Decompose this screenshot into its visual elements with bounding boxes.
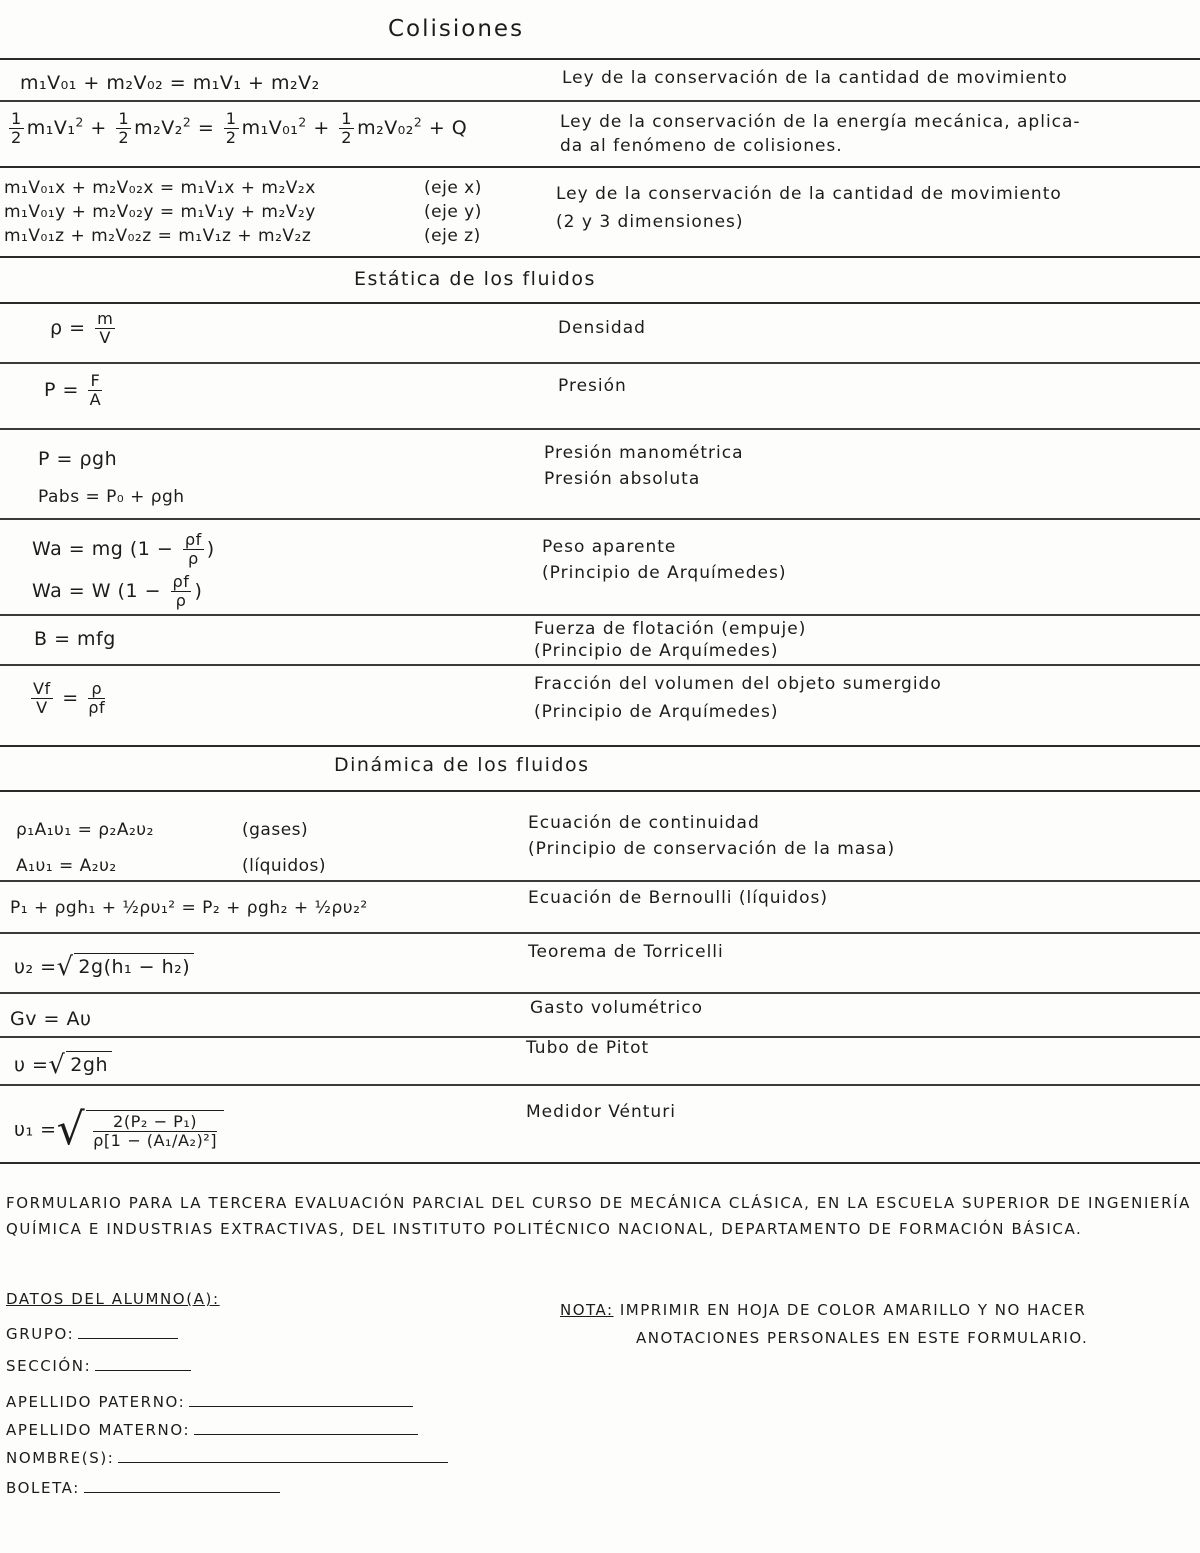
divider: [0, 1162, 1200, 1164]
numerator: ρf: [172, 572, 190, 592]
description-text: (Principio de Arquímedes): [534, 702, 779, 722]
bernoulli-description: Ecuación de Bernoulli (líquidos): [528, 888, 828, 908]
numerator: m: [97, 309, 114, 328]
continuity-equations: [16, 812, 327, 884]
print-note: [560, 1296, 1190, 1352]
equation-lhs: P =: [44, 378, 79, 401]
apellido-paterno-field[interactable]: [6, 1392, 413, 1411]
continuity-description: [528, 810, 895, 862]
energy-equation: $\frac{1}{2}$ m₁V₁$^2$ + $\frac{1}{2}$ m₂V₂$^2$ = $\frac{1}{2}$ m₁V₀₁$^2$ + $\frac{1}{2}$ m₂V₀₂$^2$ + Q: [11, 109, 468, 147]
equation-text: m₁V₀₁y + m₂V₀₂y = m₁V₁y + m₂V₂y: [4, 202, 316, 222]
section-heading: Dinámica de los fluidos: [334, 754, 590, 776]
boleta-blank[interactable]: [84, 1478, 280, 1493]
denominator: ρ[1 − (A₁/A₂)²]: [93, 1130, 218, 1150]
density-equation: [50, 310, 118, 347]
nombre-blank[interactable]: [118, 1448, 448, 1463]
pressure-description: Presión: [558, 376, 627, 396]
momentum-description: [562, 66, 1068, 90]
buoyancy-description: [534, 618, 806, 662]
divider: [0, 100, 1200, 102]
field-label: SECCIÓN:: [6, 1357, 92, 1375]
equals-sign: =: [62, 686, 79, 709]
fraction: [88, 372, 102, 409]
description-text: Ley de la conservación de la energía mecánica, aplica-: [560, 112, 1081, 132]
equation-text: m₁V₀₁z + m₂V₀₂z = m₁V₁z + m₂V₂z: [4, 226, 312, 246]
equation-term: m₁V₁: [26, 116, 76, 139]
pitot-description: Tubo de Pitot: [526, 1038, 650, 1058]
apellido-paterno-blank[interactable]: [189, 1392, 413, 1407]
field-label: APELLIDO PATERNO:: [6, 1393, 186, 1411]
equation-lhs: υ₁ =: [14, 1118, 57, 1141]
description-text: (Principio de conservación de la masa): [528, 839, 896, 859]
equation-term: m₁V₀₁: [241, 116, 299, 139]
fraction: [93, 1113, 217, 1150]
description-text: da al fenómeno de colisiones.: [560, 136, 843, 156]
radical-sign: √: [56, 1104, 86, 1155]
apparent-weight-equations: [32, 528, 215, 612]
description-text: Ley de la conservación de la cantidad de movimiento: [556, 184, 1062, 204]
equation-tag: (gases): [242, 820, 309, 840]
grupo-field[interactable]: [6, 1324, 178, 1343]
fraction-half: $\frac{1}{2}$: [225, 109, 237, 147]
field-label: BOLETA:: [6, 1479, 80, 1497]
gauge-pressure-equations: [38, 440, 185, 516]
radical-sign: √: [56, 952, 74, 982]
flow-rate-equation: Gv = Aυ: [10, 1008, 92, 1030]
radicand: 2gh: [66, 1051, 112, 1076]
description-text: Presión manométrica: [544, 443, 744, 463]
equation-text: m₁V₀₁ + m₂V₀₂ = m₁V₁ + m₂V₂: [20, 72, 320, 94]
divider: [0, 1084, 1200, 1086]
seccion-field[interactable]: [6, 1356, 191, 1375]
denominator: V: [99, 327, 111, 347]
equation-text: Wa = W (1 −: [32, 580, 161, 602]
fraction-half: $\frac{1}{2}$: [341, 109, 353, 147]
seccion-blank[interactable]: [95, 1356, 191, 1371]
fraction: [95, 310, 115, 347]
numerator: ρf: [184, 530, 202, 550]
equation-text: Wa = mg (1 −: [32, 538, 174, 560]
radical-sign: √: [48, 1050, 66, 1080]
torricelli-equation: [14, 952, 194, 982]
divider: [0, 664, 1200, 666]
buoyancy-equation: B = mfg: [34, 628, 116, 650]
equation-text: P = ρgh: [38, 448, 118, 470]
note-label: NOTA:: [560, 1301, 614, 1319]
page-title: Colisiones: [388, 16, 525, 42]
submerged-fraction-equation: [28, 680, 108, 717]
denominator: V: [36, 697, 48, 717]
boleta-field[interactable]: [6, 1478, 280, 1497]
submerged-fraction-description: [534, 670, 942, 726]
divider: [0, 518, 1200, 520]
note-text: ANOTACIONES PERSONALES EN ESTE FORMULARIO.: [636, 1329, 1089, 1347]
denominator: A: [89, 389, 102, 409]
numerator: 2(P₂ − P₁): [93, 1113, 217, 1132]
description-text: (2 y 3 dimensiones): [556, 212, 744, 232]
divider: [0, 166, 1200, 168]
equation-lhs: ρ =: [50, 316, 86, 339]
fraction: [171, 573, 192, 610]
axis-tag: (eje y): [424, 202, 482, 222]
description-text: Ley de la conservación de la cantidad de movimiento: [562, 68, 1068, 88]
divider: [0, 880, 1200, 882]
divider: [0, 992, 1200, 994]
divider: [0, 614, 1200, 616]
torricelli-description: Teorema de Torricelli: [528, 942, 724, 962]
gauge-pressure-description: [544, 440, 744, 492]
description-text: Ecuación de continuidad: [528, 813, 760, 833]
equation-term: Q: [451, 116, 468, 139]
pressure-equation: [44, 372, 105, 409]
equation-tag: (líquidos): [242, 856, 327, 876]
radicand: [86, 1110, 224, 1150]
fraction-half: $\frac{1}{2}$: [118, 109, 130, 147]
pitot-equation: [14, 1050, 112, 1080]
divider: [0, 302, 1200, 304]
venturi-equation: [14, 1104, 224, 1155]
divider: [0, 58, 1200, 60]
paren: ): [206, 538, 215, 560]
apparent-weight-description: [542, 534, 786, 586]
divider: [0, 362, 1200, 364]
description-text: Peso aparente: [542, 537, 677, 557]
momentum-3d-description: [556, 180, 1062, 236]
section-heading: Estática de los fluidos: [354, 268, 596, 290]
apellido-materno-blank[interactable]: [194, 1420, 418, 1435]
student-data-heading: DATOS DEL ALUMNO(A):: [6, 1290, 220, 1308]
denominator: ρf: [88, 697, 106, 717]
equation-lhs: υ =: [14, 1054, 49, 1076]
denominator: ρ: [175, 591, 187, 610]
divider: [0, 745, 1200, 747]
equation-term: m₂V₂: [134, 116, 183, 139]
form-footer-text: FORMULARIO PARA LA TERCERA EVALUACIÓN PARCIAL DEL CURSO DE MECÁNICA CLÁSICA, EN LA ESCUELA SUPERIOR DE INGENIERÍA QUÍMICA E INDUSTRIAS EXTRACTIVAS, DEL INSTITUTO POLITÉCNICO NACIONAL, DEPARTAMENTO DE FORMACIÓN BÁSICA.: [6, 1194, 1191, 1238]
axis-tag: (eje z): [424, 226, 481, 246]
fraction: [31, 680, 53, 717]
description-text: Fracción del volumen del objeto sumergido: [534, 674, 942, 694]
fraction-half: $\frac{1}{2}$: [11, 109, 22, 147]
fraction: [88, 680, 105, 717]
radicand: 2g(h₁ − h₂): [74, 953, 194, 978]
description-text: Fuerza de flotación (empuje): [534, 619, 807, 639]
grupo-blank[interactable]: [78, 1324, 178, 1339]
divider: [0, 256, 1200, 258]
axis-tag: (eje x): [424, 178, 482, 198]
fraction: [183, 531, 204, 568]
field-label: NOMBRE(S):: [6, 1449, 115, 1467]
divider: [0, 790, 1200, 792]
paren: ): [194, 580, 203, 602]
note-text: IMPRIMIR EN HOJA DE COLOR AMARILLO Y NO HACER: [619, 1301, 1087, 1319]
momentum-equation: [20, 72, 320, 94]
description-text: Presión absoluta: [544, 469, 701, 489]
flow-rate-description: Gasto volumétrico: [530, 998, 704, 1018]
nombre-field[interactable]: [6, 1448, 448, 1467]
equation-text: m₁V₀₁x + m₂V₀₂x = m₁V₁x + m₂V₂x: [4, 178, 316, 198]
description-text: (Principio de Arquímedes): [542, 563, 787, 583]
venturi-description: Medidor Vénturi: [526, 1102, 676, 1122]
equation-text: ρ₁A₁υ₁ = ρ₂A₂υ₂: [16, 820, 154, 840]
field-label: GRUPO:: [6, 1325, 75, 1343]
density-description: Densidad: [558, 318, 646, 338]
equation-text: A₁υ₁ = A₂υ₂: [16, 856, 117, 876]
description-text: (Principio de Arquímedes): [534, 641, 779, 661]
energy-description: [560, 110, 1081, 158]
numerator: F: [90, 371, 101, 390]
divider: [0, 932, 1200, 934]
equation-text: Pabs = P₀ + ρgh: [38, 487, 185, 507]
equation-term: m₂V₀₂: [357, 116, 414, 139]
momentum-3d-equations: [4, 176, 482, 248]
apellido-materno-field[interactable]: [6, 1420, 418, 1439]
bernoulli-equation: P₁ + ρgh₁ + ½ρυ₁² = P₂ + ρgh₂ + ½ρυ₂²: [10, 898, 368, 918]
numerator: ρ: [88, 680, 105, 699]
divider: [0, 428, 1200, 430]
numerator: Vf: [33, 679, 51, 698]
denominator: ρ: [187, 549, 199, 568]
equation-lhs: υ₂ =: [14, 956, 57, 978]
field-label: APELLIDO MATERNO:: [6, 1421, 191, 1439]
